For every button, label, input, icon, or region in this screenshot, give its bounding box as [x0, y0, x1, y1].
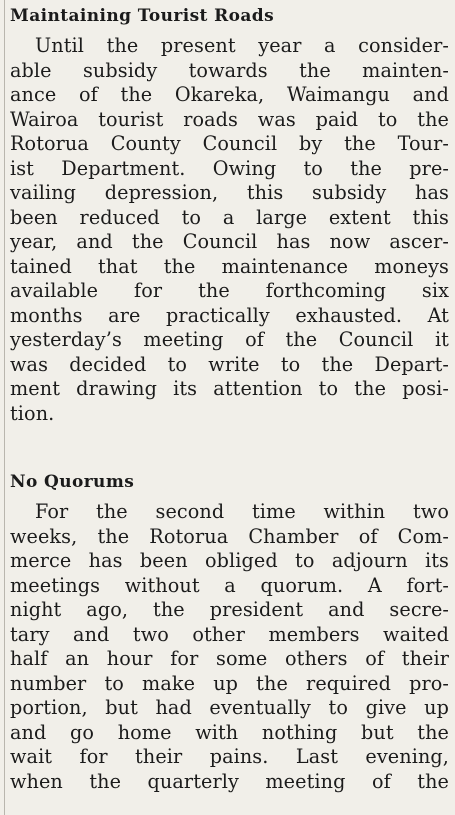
body-line: yesterday’s meeting of the Council it — [10, 328, 449, 351]
article-headline: No Quorums — [10, 472, 135, 492]
body-line: Until the present year a consider- — [35, 34, 449, 57]
article-maintaining-tourist-roads — [10, 5, 449, 426]
body-line: portion, but had eventually to give up — [10, 696, 449, 719]
body-line: weeks, the Rotorua Chamber of Com- — [10, 524, 449, 548]
body-line: when the quarterly meeting of the — [10, 769, 449, 793]
body-line: For the second time within two — [35, 500, 449, 523]
body-line: wait for their pains. Last evening, — [10, 745, 449, 768]
body-line: Rotorua County Council by the Tour- — [10, 132, 449, 155]
body-line: year, and the Council has now ascer- — [10, 230, 449, 253]
article-no-quorums — [10, 471, 449, 794]
column-rule — [4, 0, 5, 815]
body-line: night ago, the president and secre- — [10, 598, 449, 621]
body-line: merce has been obliged to adjourn its — [10, 549, 449, 572]
body-line: ist Department. Owing to the pre- — [10, 156, 449, 180]
body-line: tained that the maintenance moneys — [10, 254, 449, 278]
body-line: and go home with nothing but the — [10, 720, 449, 744]
body-line: tion. — [10, 401, 55, 425]
body-line: vailing depression, this subsidy has — [10, 181, 449, 204]
body-line: been reduced to a large extent this — [10, 205, 449, 229]
article-body — [10, 34, 449, 426]
body-line: number to make up the required pro- — [10, 671, 449, 695]
article-headline: Maintaining Tourist Roads — [10, 6, 275, 26]
body-line: ance of the Okareka, Waimangu and — [10, 83, 449, 106]
article-body — [10, 500, 449, 794]
body-line: available for the forthcoming six — [10, 279, 449, 302]
body-line: ment drawing its attention to the posi- — [10, 377, 449, 400]
body-line: half an hour for some others of their — [10, 647, 449, 670]
body-line: Wairoa tourist roads was paid to the — [10, 107, 449, 131]
body-line: able subsidy towards the mainten- — [10, 58, 449, 82]
body-line: meetings without a quorum. A fort- — [10, 573, 449, 597]
body-line: months are practically exhausted. At — [10, 303, 449, 327]
body-line: was decided to write to the Depart- — [10, 352, 449, 376]
body-line: tary and two other members waited — [10, 622, 449, 646]
